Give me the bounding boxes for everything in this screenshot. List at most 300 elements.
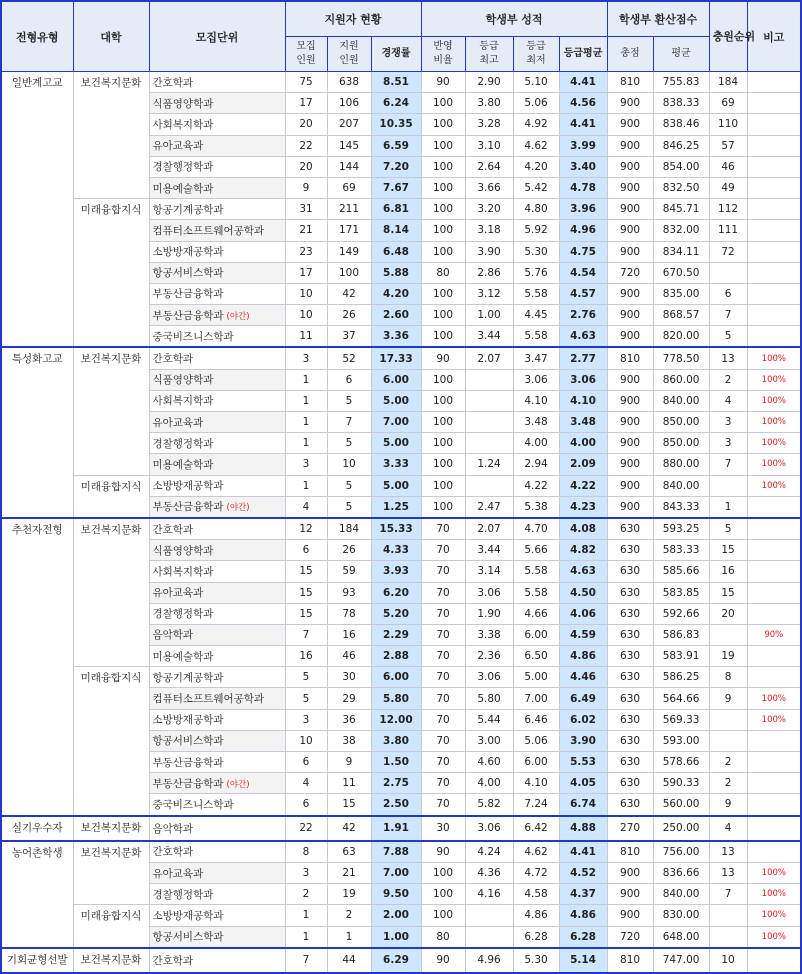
header-ratio: 경쟁률 xyxy=(371,37,421,72)
applied-cell: 207 xyxy=(327,114,371,135)
applied-cell: 145 xyxy=(327,135,371,156)
unit-cell xyxy=(149,93,285,114)
unit-cell xyxy=(149,688,285,709)
min-grade-cell: 7.00 xyxy=(513,688,559,709)
rank-cell: 19 xyxy=(709,646,747,667)
avg-grade-cell: 4.00 xyxy=(559,433,607,454)
header-avg2: 평균 xyxy=(653,37,709,72)
avg-score-cell: 747.00 xyxy=(653,948,709,973)
avg-score-cell: 583.91 xyxy=(653,646,709,667)
ratio-cell: 2.50 xyxy=(371,794,421,816)
total-score-cell: 630 xyxy=(607,709,653,730)
rank-cell: 72 xyxy=(709,241,747,262)
avg-grade-cell: 4.23 xyxy=(559,496,607,518)
rank-cell xyxy=(709,624,747,645)
rank-cell xyxy=(709,262,747,283)
table-row xyxy=(1,475,801,496)
avg-score-cell: 585.66 xyxy=(653,561,709,582)
total-score-cell: 630 xyxy=(607,773,653,794)
reflect-cell: 100 xyxy=(421,905,465,926)
avg-score-cell: 845.71 xyxy=(653,199,709,220)
unit-cell xyxy=(149,603,285,624)
avg-score-cell: 880.00 xyxy=(653,454,709,475)
max-grade-cell xyxy=(465,475,513,496)
avg-score-cell: 778.50 xyxy=(653,347,709,369)
unit-name: 간호학과 xyxy=(152,76,194,89)
college-cell: 미래융합지식 xyxy=(73,475,149,518)
max-grade-cell xyxy=(465,369,513,390)
night-tag: (야간) xyxy=(226,311,250,322)
reflect-cell: 70 xyxy=(421,709,465,730)
type-cell: 추천자전형 xyxy=(1,518,73,816)
rank-cell: 4 xyxy=(709,390,747,411)
avg-score-cell: 838.33 xyxy=(653,93,709,114)
reflect-cell: 100 xyxy=(421,369,465,390)
total-score-cell: 900 xyxy=(607,220,653,241)
avg-grade-cell: 4.37 xyxy=(559,884,607,905)
unit-cell xyxy=(149,862,285,883)
note-cell xyxy=(747,540,801,561)
reflect-cell: 70 xyxy=(421,773,465,794)
avg-grade-cell: 4.75 xyxy=(559,241,607,262)
total-score-cell: 900 xyxy=(607,884,653,905)
note-cell xyxy=(747,841,801,863)
unit-name: 부동산금융학과 xyxy=(152,756,224,769)
avg-score-cell: 835.00 xyxy=(653,283,709,304)
ratio-cell: 8.14 xyxy=(371,220,421,241)
ratio-cell: 7.88 xyxy=(371,841,421,863)
reflect-cell: 100 xyxy=(421,156,465,177)
reflect-cell: 100 xyxy=(421,412,465,433)
total-score-cell: 810 xyxy=(607,347,653,369)
reflect-cell: 100 xyxy=(421,283,465,304)
rank-cell: 20 xyxy=(709,603,747,624)
rank-cell: 10 xyxy=(709,948,747,973)
reflect-cell: 90 xyxy=(421,347,465,369)
max-grade-cell xyxy=(465,905,513,926)
applied-cell: 52 xyxy=(327,347,371,369)
rank-cell: 57 xyxy=(709,135,747,156)
avg-score-cell: 846.25 xyxy=(653,135,709,156)
rank-cell: 15 xyxy=(709,582,747,603)
quota-cell: 23 xyxy=(285,241,327,262)
avg-grade-cell: 4.52 xyxy=(559,862,607,883)
college-cell: 보건복지문화 xyxy=(73,948,149,973)
quota-cell: 1 xyxy=(285,926,327,948)
avg-score-cell: 854.00 xyxy=(653,156,709,177)
ratio-cell: 5.20 xyxy=(371,603,421,624)
ratio-cell: 15.33 xyxy=(371,518,421,540)
quota-cell: 6 xyxy=(285,752,327,773)
reflect-cell: 70 xyxy=(421,730,465,751)
unit-name: 항공서비스학과 xyxy=(152,735,224,748)
avg-grade-cell: 3.99 xyxy=(559,135,607,156)
quota-cell: 3 xyxy=(285,709,327,730)
unit-name: 소방방재공학과 xyxy=(152,480,224,493)
total-score-cell: 720 xyxy=(607,926,653,948)
reflect-cell: 90 xyxy=(421,841,465,863)
reflect-cell: 100 xyxy=(421,454,465,475)
avg-score-cell: 569.33 xyxy=(653,709,709,730)
avg-score-cell: 843.33 xyxy=(653,496,709,518)
reflect-cell: 80 xyxy=(421,262,465,283)
min-grade-cell: 5.58 xyxy=(513,561,559,582)
min-grade-cell: 7.24 xyxy=(513,794,559,816)
unit-cell xyxy=(149,624,285,645)
header-max: 등급 최고 xyxy=(465,37,513,72)
rank-cell: 110 xyxy=(709,114,747,135)
unit-cell xyxy=(149,709,285,730)
rank-cell: 184 xyxy=(709,72,747,93)
avg-score-cell: 832.50 xyxy=(653,177,709,198)
applied-cell: 100 xyxy=(327,262,371,283)
table-body xyxy=(1,72,801,973)
reflect-cell: 100 xyxy=(421,93,465,114)
college-cell: 미래융합지식 xyxy=(73,905,149,948)
unit-cell xyxy=(149,241,285,262)
min-grade-cell: 6.46 xyxy=(513,709,559,730)
max-grade-cell: 3.20 xyxy=(465,199,513,220)
unit-cell xyxy=(149,72,285,93)
note-cell xyxy=(747,156,801,177)
total-score-cell: 900 xyxy=(607,905,653,926)
unit-name: 중국비즈니스학과 xyxy=(152,330,234,343)
reflect-cell: 100 xyxy=(421,220,465,241)
avg-grade-cell: 4.82 xyxy=(559,540,607,561)
max-grade-cell: 1.90 xyxy=(465,603,513,624)
total-score-cell: 900 xyxy=(607,199,653,220)
type-cell: 실기우수자 xyxy=(1,816,73,841)
unit-cell xyxy=(149,905,285,926)
unit-name: 중국비즈니스학과 xyxy=(152,798,234,811)
rank-cell: 49 xyxy=(709,177,747,198)
max-grade-cell: 3.10 xyxy=(465,135,513,156)
quota-cell: 2 xyxy=(285,884,327,905)
rank-cell: 5 xyxy=(709,326,747,348)
unit-name: 유아교육과 xyxy=(152,416,204,429)
min-grade-cell: 6.00 xyxy=(513,624,559,645)
total-score-cell: 900 xyxy=(607,114,653,135)
reflect-cell: 100 xyxy=(421,433,465,454)
applied-cell: 5 xyxy=(327,475,371,496)
reflect-cell: 90 xyxy=(421,948,465,973)
rank-cell: 7 xyxy=(709,454,747,475)
total-score-cell: 900 xyxy=(607,156,653,177)
ratio-cell: 6.24 xyxy=(371,93,421,114)
unit-name: 미용예술학과 xyxy=(152,182,214,195)
ratio-cell: 3.80 xyxy=(371,730,421,751)
note-cell xyxy=(747,93,801,114)
header-quota: 모집 인원 xyxy=(285,37,327,72)
applied-cell: 7 xyxy=(327,412,371,433)
college-cell: 보건복지문화 xyxy=(73,518,149,667)
reflect-cell: 80 xyxy=(421,926,465,948)
rank-cell: 6 xyxy=(709,283,747,304)
avg-grade-cell: 4.63 xyxy=(559,561,607,582)
reflect-cell: 70 xyxy=(421,540,465,561)
reflect-cell: 70 xyxy=(421,518,465,540)
night-tag: (야간) xyxy=(226,779,250,790)
total-score-cell: 900 xyxy=(607,433,653,454)
table-row xyxy=(1,905,801,926)
reflect-cell: 70 xyxy=(421,794,465,816)
rank-cell: 3 xyxy=(709,433,747,454)
avg-score-cell: 670.50 xyxy=(653,262,709,283)
applied-cell: 59 xyxy=(327,561,371,582)
rank-cell: 5 xyxy=(709,518,747,540)
min-grade-cell: 4.92 xyxy=(513,114,559,135)
total-score-cell: 630 xyxy=(607,688,653,709)
total-score-cell: 900 xyxy=(607,496,653,518)
applied-cell: 1 xyxy=(327,926,371,948)
note-cell: 100% xyxy=(747,926,801,948)
avg-score-cell: 648.00 xyxy=(653,926,709,948)
note-cell xyxy=(747,646,801,667)
reflect-cell: 70 xyxy=(421,624,465,645)
min-grade-cell: 5.30 xyxy=(513,948,559,973)
applied-cell: 5 xyxy=(327,433,371,454)
rank-cell: 8 xyxy=(709,667,747,688)
applied-cell: 16 xyxy=(327,624,371,645)
max-grade-cell xyxy=(465,412,513,433)
max-grade-cell xyxy=(465,390,513,411)
avg-score-cell: 850.00 xyxy=(653,412,709,433)
type-cell: 농어촌학생 xyxy=(1,841,73,948)
avg-grade-cell: 4.86 xyxy=(559,646,607,667)
avg-grade-cell: 3.48 xyxy=(559,412,607,433)
unit-name: 미용예술학과 xyxy=(152,650,214,663)
ratio-cell: 7.20 xyxy=(371,156,421,177)
avg-grade-cell: 4.05 xyxy=(559,773,607,794)
unit-name: 부동산금융학과 xyxy=(152,288,224,301)
unit-cell xyxy=(149,884,285,905)
max-grade-cell xyxy=(465,926,513,948)
avg-grade-cell: 4.41 xyxy=(559,72,607,93)
unit-name: 유아교육과 xyxy=(152,140,204,153)
quota-cell: 12 xyxy=(285,518,327,540)
ratio-cell: 2.60 xyxy=(371,305,421,326)
min-grade-cell: 4.70 xyxy=(513,518,559,540)
avg-score-cell: 756.00 xyxy=(653,841,709,863)
applied-cell: 184 xyxy=(327,518,371,540)
max-grade-cell: 3.18 xyxy=(465,220,513,241)
applied-cell: 42 xyxy=(327,283,371,304)
quota-cell: 5 xyxy=(285,667,327,688)
quota-cell: 15 xyxy=(285,582,327,603)
min-grade-cell: 4.22 xyxy=(513,475,559,496)
unit-name: 사회복지학과 xyxy=(152,395,214,408)
unit-cell xyxy=(149,794,285,816)
unit-cell xyxy=(149,347,285,369)
unit-cell xyxy=(149,177,285,198)
unit-name: 간호학과 xyxy=(152,954,194,967)
rank-cell: 111 xyxy=(709,220,747,241)
quota-cell: 7 xyxy=(285,948,327,973)
min-grade-cell: 5.66 xyxy=(513,540,559,561)
ratio-cell: 3.36 xyxy=(371,326,421,348)
unit-cell xyxy=(149,518,285,540)
min-grade-cell: 4.10 xyxy=(513,773,559,794)
unit-name: 식품영양학과 xyxy=(152,97,214,110)
header-reflect: 반영 비율 xyxy=(421,37,465,72)
reflect-cell: 100 xyxy=(421,199,465,220)
note-cell xyxy=(747,752,801,773)
min-grade-cell: 4.80 xyxy=(513,199,559,220)
quota-cell: 8 xyxy=(285,841,327,863)
max-grade-cell: 5.44 xyxy=(465,709,513,730)
applied-cell: 11 xyxy=(327,773,371,794)
ratio-cell: 10.35 xyxy=(371,114,421,135)
applied-cell: 21 xyxy=(327,862,371,883)
ratio-cell: 6.20 xyxy=(371,582,421,603)
unit-name: 항공서비스학과 xyxy=(152,931,224,944)
max-grade-cell: 3.06 xyxy=(465,582,513,603)
note-cell xyxy=(747,305,801,326)
note-cell xyxy=(747,326,801,348)
quota-cell: 21 xyxy=(285,220,327,241)
ratio-cell: 1.00 xyxy=(371,926,421,948)
unit-cell xyxy=(149,667,285,688)
quota-cell: 4 xyxy=(285,773,327,794)
applied-cell: 149 xyxy=(327,241,371,262)
avg-score-cell: 586.83 xyxy=(653,624,709,645)
quota-cell: 1 xyxy=(285,390,327,411)
max-grade-cell: 3.38 xyxy=(465,624,513,645)
max-grade-cell: 2.90 xyxy=(465,72,513,93)
applied-cell: 30 xyxy=(327,667,371,688)
unit-name: 소방방재공학과 xyxy=(152,909,224,922)
table-row xyxy=(1,816,801,841)
note-cell xyxy=(747,730,801,751)
total-score-cell: 900 xyxy=(607,283,653,304)
total-score-cell: 630 xyxy=(607,518,653,540)
header-college: 대학 xyxy=(73,1,149,72)
note-cell xyxy=(747,667,801,688)
ratio-cell: 5.00 xyxy=(371,433,421,454)
rank-cell xyxy=(709,905,747,926)
reflect-cell: 100 xyxy=(421,305,465,326)
total-score-cell: 630 xyxy=(607,561,653,582)
rank-cell xyxy=(709,926,747,948)
quota-cell: 3 xyxy=(285,347,327,369)
total-score-cell: 630 xyxy=(607,646,653,667)
unit-cell xyxy=(149,646,285,667)
min-grade-cell: 5.58 xyxy=(513,283,559,304)
applied-cell: 29 xyxy=(327,688,371,709)
unit-cell xyxy=(149,326,285,348)
avg-grade-cell: 6.02 xyxy=(559,709,607,730)
rank-cell: 9 xyxy=(709,688,747,709)
night-tag: (야간) xyxy=(226,503,250,514)
max-grade-cell: 4.36 xyxy=(465,862,513,883)
unit-name: 사회복지학과 xyxy=(152,565,214,578)
note-cell xyxy=(747,220,801,241)
unit-cell xyxy=(149,730,285,751)
avg-grade-cell: 4.63 xyxy=(559,326,607,348)
min-grade-cell: 2.94 xyxy=(513,454,559,475)
reflect-cell: 100 xyxy=(421,496,465,518)
note-cell: 100% xyxy=(747,905,801,926)
ratio-cell: 2.75 xyxy=(371,773,421,794)
total-score-cell: 630 xyxy=(607,540,653,561)
unit-name: 경찰행정학과 xyxy=(152,437,214,450)
avg-grade-cell: 4.08 xyxy=(559,518,607,540)
total-score-cell: 900 xyxy=(607,369,653,390)
total-score-cell: 900 xyxy=(607,135,653,156)
note-cell xyxy=(747,582,801,603)
avg-grade-cell: 2.76 xyxy=(559,305,607,326)
unit-cell xyxy=(149,305,285,326)
max-grade-cell: 2.64 xyxy=(465,156,513,177)
note-cell xyxy=(747,114,801,135)
college-cell: 보건복지문화 xyxy=(73,841,149,905)
avg-grade-cell: 4.50 xyxy=(559,582,607,603)
reflect-cell: 70 xyxy=(421,752,465,773)
avg-grade-cell: 4.56 xyxy=(559,93,607,114)
avg-score-cell: 832.00 xyxy=(653,220,709,241)
applied-cell: 46 xyxy=(327,646,371,667)
unit-name: 유아교육과 xyxy=(152,867,204,880)
rank-cell: 1 xyxy=(709,496,747,518)
reflect-cell: 70 xyxy=(421,646,465,667)
avg-grade-cell: 2.09 xyxy=(559,454,607,475)
header-applicants: 지원자 현황 xyxy=(285,1,421,37)
avg-grade-cell: 4.06 xyxy=(559,603,607,624)
total-score-cell: 630 xyxy=(607,794,653,816)
quota-cell: 4 xyxy=(285,496,327,518)
note-cell xyxy=(747,773,801,794)
applied-cell: 5 xyxy=(327,390,371,411)
ratio-cell: 5.88 xyxy=(371,262,421,283)
header-note: 비고 xyxy=(747,1,801,72)
college-cell: 미래융합지식 xyxy=(73,199,149,348)
quota-cell: 16 xyxy=(285,646,327,667)
unit-cell xyxy=(149,841,285,863)
note-cell xyxy=(747,561,801,582)
total-score-cell: 900 xyxy=(607,305,653,326)
unit-cell xyxy=(149,412,285,433)
total-score-cell: 810 xyxy=(607,841,653,863)
unit-name: 간호학과 xyxy=(152,846,194,859)
unit-cell xyxy=(149,114,285,135)
quota-cell: 31 xyxy=(285,199,327,220)
header-unit: 모집단위 xyxy=(149,1,285,72)
min-grade-cell: 5.06 xyxy=(513,730,559,751)
header-total: 총점 xyxy=(607,37,653,72)
avg-grade-cell: 6.49 xyxy=(559,688,607,709)
reflect-cell: 70 xyxy=(421,667,465,688)
ratio-cell: 17.33 xyxy=(371,347,421,369)
header-applied: 지원 인원 xyxy=(327,37,371,72)
max-grade-cell: 2.47 xyxy=(465,496,513,518)
rank-cell: 3 xyxy=(709,412,747,433)
table-row xyxy=(1,841,801,863)
unit-cell xyxy=(149,496,285,518)
note-cell: 100% xyxy=(747,454,801,475)
min-grade-cell: 3.47 xyxy=(513,347,559,369)
quota-cell: 1 xyxy=(285,433,327,454)
unit-cell xyxy=(149,262,285,283)
ratio-cell: 7.00 xyxy=(371,412,421,433)
ratio-cell: 4.20 xyxy=(371,283,421,304)
ratio-cell: 8.51 xyxy=(371,72,421,93)
quota-cell: 9 xyxy=(285,177,327,198)
avg-grade-cell: 4.10 xyxy=(559,390,607,411)
avg-score-cell: 583.85 xyxy=(653,582,709,603)
reflect-cell: 100 xyxy=(421,862,465,883)
note-cell xyxy=(747,816,801,841)
ratio-cell: 5.00 xyxy=(371,475,421,496)
